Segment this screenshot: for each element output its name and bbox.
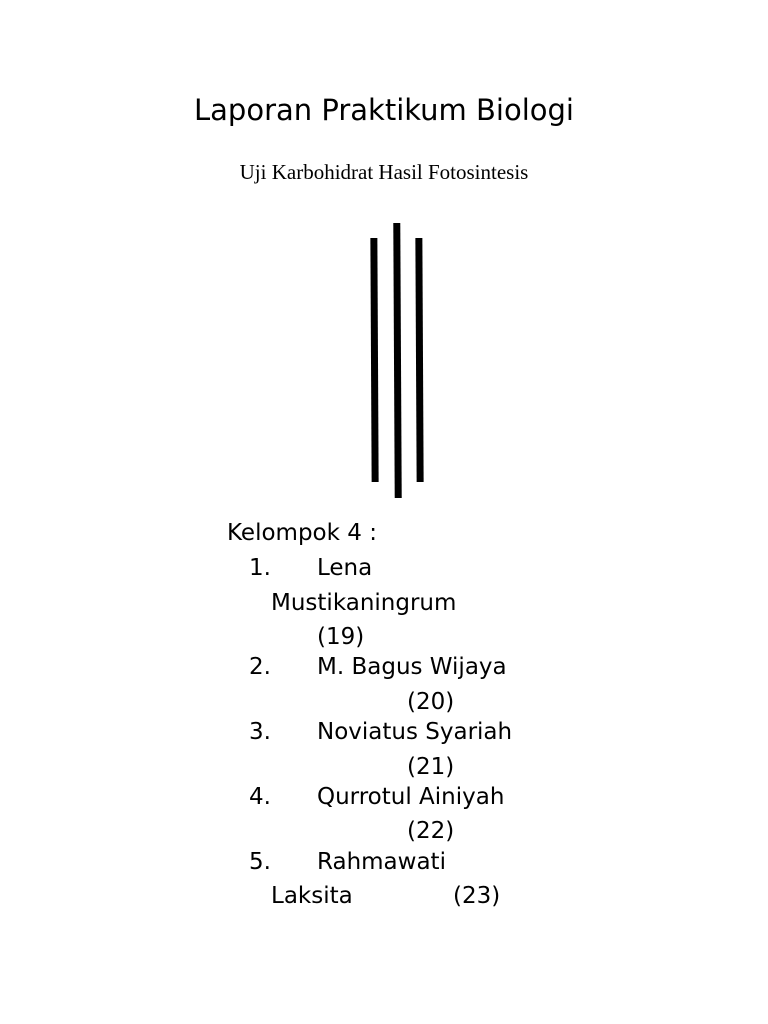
page-subtitle: Uji Karbohidrat Hasil Fotosintesis bbox=[239, 160, 529, 184]
member-name: Lena bbox=[317, 555, 373, 581]
member-number: 1. bbox=[249, 555, 271, 581]
member-number: 5. bbox=[249, 849, 271, 875]
member-number: 2. bbox=[249, 654, 271, 680]
member-id: (23) bbox=[453, 883, 501, 909]
member-name: Qurrotul Ainiyah bbox=[317, 784, 505, 810]
group-heading: Kelompok 4 : bbox=[227, 520, 377, 546]
member-number: 3. bbox=[249, 719, 271, 745]
three-vertical-bars-icon bbox=[365, 220, 430, 505]
vertical-bar-right bbox=[415, 238, 423, 482]
member-name-continued: Mustikaningrum bbox=[271, 590, 457, 616]
member-id: (19) bbox=[317, 624, 365, 650]
member-name: M. Bagus Wijaya bbox=[317, 654, 507, 680]
member-id: (20) bbox=[407, 689, 455, 715]
page-title: Laporan Praktikum Biologi bbox=[194, 93, 574, 127]
vertical-bar-left bbox=[370, 238, 378, 482]
member-id: (21) bbox=[407, 754, 455, 780]
member-name-continued: Laksita bbox=[271, 883, 353, 909]
member-number: 4. bbox=[249, 784, 271, 810]
vertical-bar-center bbox=[393, 223, 401, 498]
member-name: Rahmawati bbox=[317, 849, 446, 875]
member-name: Noviatus Syariah bbox=[317, 719, 513, 745]
member-id: (22) bbox=[407, 818, 455, 844]
